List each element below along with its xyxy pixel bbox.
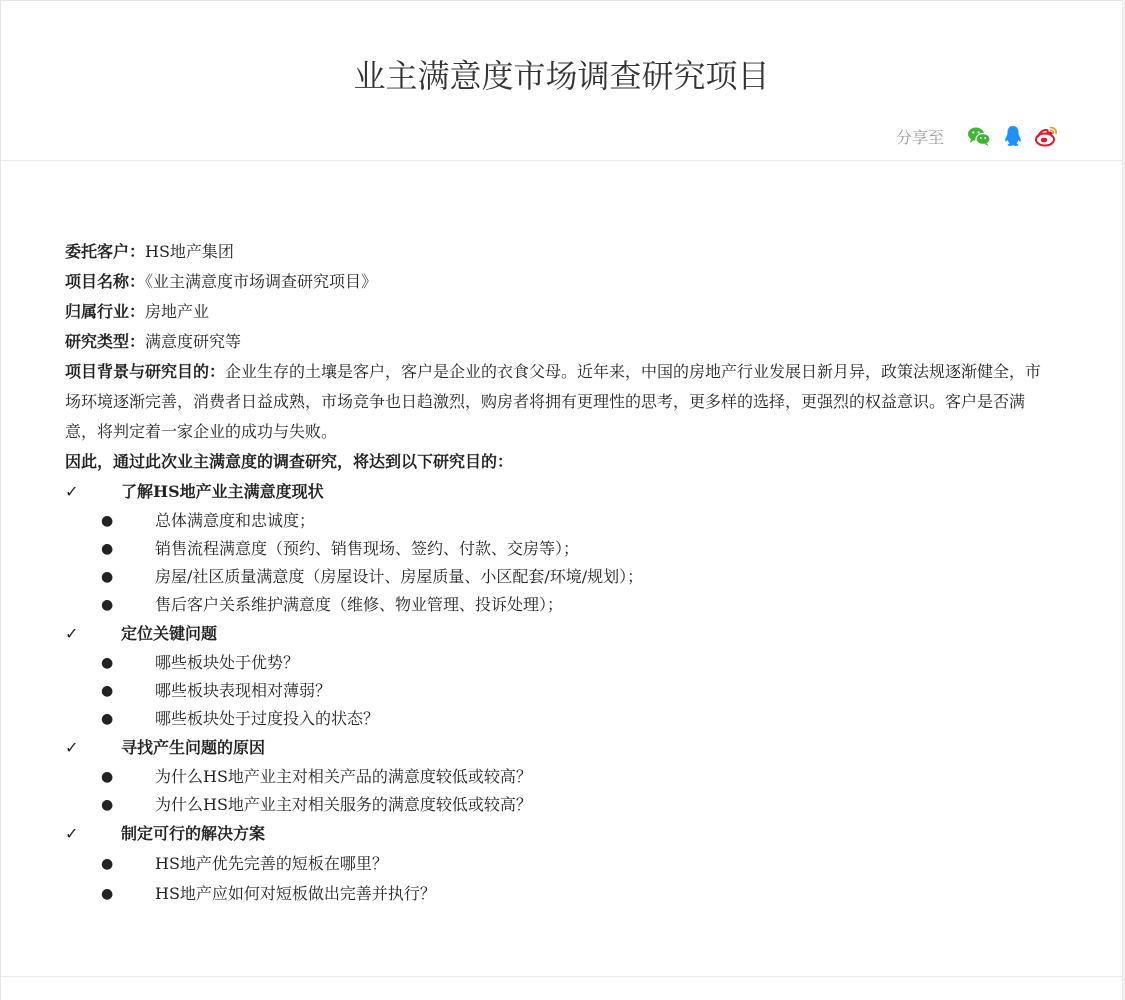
list-item-text: 为什么HS地产业主对相关服务的满意度较低或较高？ [155, 795, 532, 814]
footer-divider [1, 976, 1122, 977]
list-item-text: 销售流程满意度（预约、销售现场、签约、付款、交房等）； [155, 539, 580, 558]
bullet-icon: ● [101, 711, 114, 727]
objective-intro-text: 因此，通过此次业主满意度的调查研究，将达到以下研究目的： [65, 452, 514, 471]
list-item-text: HS地产应如何对短板做出完善并执行？ [155, 884, 436, 903]
list-item [65, 507, 1065, 535]
industry-label: 归属行业： [65, 302, 146, 321]
check-icon: ✓ [65, 482, 79, 501]
bullet-icon: ● [101, 769, 114, 785]
project-line [65, 267, 1065, 297]
list-item [65, 879, 1065, 909]
goal-title: 寻找产生问题的原因 [121, 738, 266, 757]
project-value: 《业主满意度市场调查研究项目》 [145, 272, 378, 291]
list-item-text: 为什么HS地产业主对相关产品的满意度较低或较高？ [155, 767, 532, 786]
bullet-icon: ● [101, 513, 114, 529]
goal-heading [65, 733, 1065, 763]
list-item-text: 哪些板块处于优势？ [155, 653, 300, 672]
client-label: 委托客户： [65, 242, 146, 261]
type-value: 满意度研究等 [145, 332, 242, 351]
share-bar [896, 123, 1060, 149]
list-item [65, 705, 1065, 733]
weibo-icon[interactable] [1034, 123, 1060, 149]
qq-icon[interactable] [1000, 123, 1026, 149]
bullet-icon: ● [101, 597, 114, 613]
article-body [65, 237, 1065, 909]
check-icon: ✓ [65, 738, 79, 757]
check-icon: ✓ [65, 624, 79, 643]
list-item [65, 677, 1065, 705]
industry-value: 房地产业 [145, 302, 210, 321]
bullet-icon: ● [101, 683, 114, 699]
list-item-text: 哪些板块处于过度投入的状态？ [155, 709, 380, 728]
bullet-icon: ● [101, 655, 114, 671]
article-header [1, 1, 1122, 161]
list-item-text: 哪些板块表现相对薄弱？ [155, 681, 332, 700]
project-label: 项目名称： [65, 272, 146, 291]
list-item-text: 房屋/社区质量满意度（房屋设计、房屋质量、小区配套/环境/规划）； [155, 567, 644, 586]
goal-title: 了解HS地产业主满意度现状 [121, 482, 324, 501]
background-label: 项目背景与研究目的： [65, 362, 226, 381]
bullet-icon: ● [101, 569, 114, 585]
list-item-text: 总体满意度和忠诚度； [155, 511, 316, 530]
wechat-icon[interactable] [966, 123, 992, 149]
list-item [65, 535, 1065, 563]
list-item [65, 563, 1065, 591]
background-paragraph [65, 357, 1055, 447]
client-value: HS地产集团 [145, 242, 234, 261]
goal-title: 定位关键问题 [121, 624, 218, 643]
goal-title: 制定可行的解决方案 [121, 824, 266, 843]
goal-heading [65, 819, 1065, 849]
list-item-text: 售后客户关系维护满意度（维修、物业管理、投诉处理）； [155, 595, 564, 614]
bullet-icon: ● [101, 856, 114, 872]
list-item [65, 849, 1065, 879]
list-item [65, 791, 1065, 819]
goal-heading [65, 619, 1065, 649]
objective-intro [65, 447, 1065, 477]
list-item [65, 763, 1065, 791]
client-line [65, 237, 1065, 267]
page-title: 业主满意度市场调查研究项目 [353, 57, 770, 95]
type-line [65, 327, 1065, 357]
goal-heading [65, 477, 1065, 507]
bullet-icon: ● [101, 886, 114, 902]
background-value: 企业生存的土壤是客户，客户是企业的衣食父母。近年来，中国的房地产行业发展日新月异，政策法规逐渐健全，市场环境逐渐完善，消费者日益成熟，市场竞争也日趋激烈，购房者将拥有更理性的思考，更多样的选择，更强烈的权益意识。客户是否满意，将判定着一家企业的成功与失败。 [65, 362, 1042, 441]
list-item [65, 649, 1065, 677]
type-label: 研究类型： [65, 332, 146, 351]
list-item [65, 591, 1065, 619]
bullet-icon: ● [101, 541, 114, 557]
bullet-icon: ● [101, 797, 114, 813]
share-label: 分享至 [895, 127, 944, 147]
check-icon: ✓ [65, 824, 79, 843]
industry-line [65, 297, 1065, 327]
list-item-text: HS地产优先完善的短板在哪里？ [155, 854, 388, 873]
